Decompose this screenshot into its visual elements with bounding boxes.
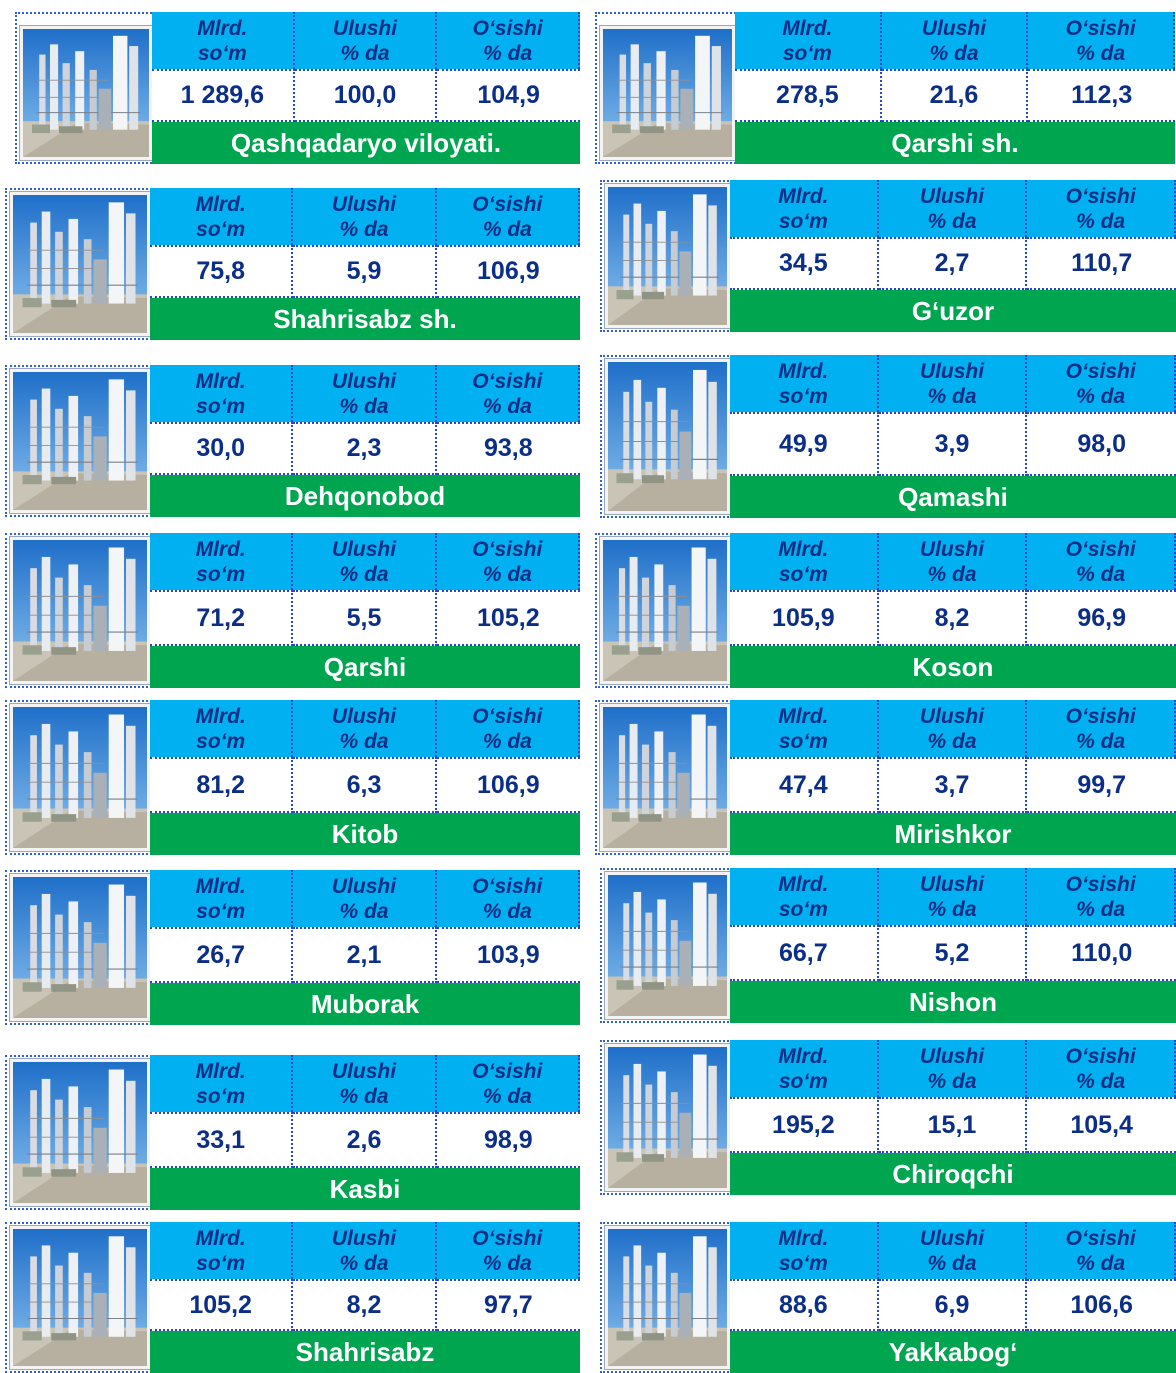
header-mlrd-line: Mlrd. [778,359,829,383]
stats-table [150,700,580,855]
stats-table [730,533,1176,688]
header-ulushi [879,1222,1028,1279]
value-ulushi: 8,2 [293,1279,436,1331]
header-mlrd [730,700,879,757]
header-ulushi-line: Ulushi [331,1059,397,1083]
value-osishi: 97,7 [437,1279,580,1331]
header-osishi-line: O‘sishi [1065,872,1136,896]
header-osishi [437,365,580,422]
header-osishi [1027,1222,1176,1279]
refinery-photo [10,1059,150,1206]
header-osishi [1027,1040,1176,1097]
refinery-photo [20,26,152,160]
region-card [5,1055,580,1210]
region-name: Mirishkor [730,813,1176,855]
header-mlrd-line: Mlrd. [195,369,246,393]
region-card [600,180,1176,332]
region-card [5,1222,580,1373]
value-mlrd: 71,2 [150,590,293,646]
value-ulushi: 5,9 [293,245,436,298]
region-card [600,355,1176,518]
region-name: Dehqonobod [150,475,580,517]
value-osishi: 110,7 [1027,237,1176,290]
header-ulushi-line: % da [927,729,977,753]
region-card [5,870,580,1025]
region-card [600,1040,1176,1195]
region-card [600,1222,1176,1373]
value-ulushi: 100,0 [295,69,438,122]
header-ulushi-line: % da [339,899,389,923]
region-card [595,700,1176,855]
header-osishi [1027,533,1176,590]
header-mlrd-line: so‘m [196,1251,246,1275]
region-card [15,12,580,164]
value-ulushi: 2,1 [293,927,436,983]
value-mlrd: 1 289,6 [152,69,295,122]
refinery-photo [605,184,730,328]
header-osishi-line: % da [1076,897,1126,921]
header-mlrd-line: Mlrd. [195,192,246,216]
header-ulushi-line: Ulushi [919,359,985,383]
value-osishi: 105,2 [437,590,580,646]
value-ulushi: 2,3 [293,422,436,475]
header-mlrd [152,12,295,69]
stats-table [730,868,1176,1023]
stats-table [730,1040,1176,1195]
header-osishi [1027,180,1176,237]
header-mlrd [150,188,293,245]
header-mlrd-line: Mlrd. [195,874,246,898]
header-ulushi-line: Ulushi [919,184,985,208]
region-card [600,868,1176,1023]
header-ulushi [293,1222,436,1279]
header-mlrd-line: so‘m [197,41,247,65]
header-ulushi [879,868,1028,925]
value-ulushi: 21,6 [882,69,1029,122]
header-mlrd [730,1040,879,1097]
header-ulushi [293,870,436,927]
header-osishi [437,533,580,590]
header-ulushi-line: Ulushi [919,1044,985,1068]
header-mlrd [730,868,879,925]
refinery-photo [10,369,150,513]
value-osishi: 98,9 [437,1112,580,1168]
value-mlrd: 66,7 [730,925,879,981]
value-mlrd: 195,2 [730,1097,879,1153]
header-mlrd [150,870,293,927]
region-name: Qamashi [730,476,1176,518]
refinery-photo [10,874,150,1021]
header-osishi-line: O‘sishi [1065,359,1136,383]
header-osishi-line: % da [482,1251,532,1275]
value-osishi: 93,8 [437,422,580,475]
stats-table [730,355,1176,518]
value-ulushi: 6,3 [293,757,436,813]
stats-table [730,700,1176,855]
value-osishi: 99,7 [1027,757,1176,813]
header-osishi-line: % da [1076,1251,1126,1275]
value-mlrd: 88,6 [730,1279,879,1331]
header-mlrd [150,533,293,590]
header-ulushi-line: % da [927,897,977,921]
stats-table [150,365,580,517]
header-osishi-line: O‘sishi [472,874,543,898]
header-mlrd [150,1055,293,1112]
header-ulushi [879,1040,1028,1097]
header-mlrd-line: Mlrd. [778,537,829,561]
header-osishi-line: O‘sishi [1065,1226,1136,1250]
header-mlrd-line: so‘m [778,562,828,586]
header-mlrd-line: Mlrd. [195,704,246,728]
header-mlrd-line: so‘m [196,899,246,923]
header-mlrd-line: so‘m [196,394,246,418]
header-ulushi-line: Ulushi [921,16,987,40]
stats-table [150,188,580,340]
header-osishi-line: O‘sishi [472,16,543,40]
region-name: Kitob [150,813,580,855]
value-ulushi: 5,2 [879,925,1028,981]
header-mlrd-line: Mlrd. [778,872,829,896]
header-mlrd [150,1222,293,1279]
refinery-photo [10,537,150,684]
header-osishi [1028,12,1175,69]
header-osishi-line: O‘sishi [472,704,543,728]
stats-table [730,1222,1176,1373]
header-osishi [437,12,580,69]
region-name: Yakkabog‘ [730,1331,1176,1373]
refinery-photo [600,537,730,684]
region-card [595,533,1176,688]
header-mlrd-line: so‘m [782,41,832,65]
header-osishi-line: % da [482,217,532,241]
stats-table [150,1222,580,1373]
header-osishi [1027,355,1176,412]
refinery-photo [605,872,730,1019]
header-mlrd [730,355,879,412]
header-mlrd [150,700,293,757]
value-ulushi: 2,6 [293,1112,436,1168]
header-mlrd-line: so‘m [778,897,828,921]
value-mlrd: 105,2 [150,1279,293,1331]
region-name: Chiroqchi [730,1153,1176,1195]
stats-table [152,12,580,164]
refinery-photo [605,359,730,514]
stats-table [730,180,1176,332]
header-mlrd-line: so‘m [196,729,246,753]
header-osishi-line: O‘sishi [1065,184,1136,208]
header-ulushi-line: % da [929,41,979,65]
header-mlrd-line: Mlrd. [778,1044,829,1068]
header-ulushi [293,533,436,590]
stats-table [150,533,580,688]
header-mlrd [150,365,293,422]
header-osishi-line: O‘sishi [472,369,543,393]
header-osishi [1027,868,1176,925]
header-ulushi-line: Ulushi [331,192,397,216]
header-osishi-line: O‘sishi [472,537,543,561]
refinery-photo [600,26,735,160]
stats-table [150,1055,580,1210]
header-mlrd [730,180,879,237]
header-ulushi-line: % da [339,394,389,418]
header-osishi-line: % da [482,899,532,923]
refinery-photo [605,1226,730,1369]
value-mlrd: 81,2 [150,757,293,813]
header-ulushi [879,180,1028,237]
header-mlrd-line: so‘m [196,1084,246,1108]
header-mlrd-line: Mlrd. [195,537,246,561]
header-osishi-line: % da [1076,562,1126,586]
refinery-photo [10,704,150,851]
header-osishi-line: O‘sishi [472,1059,543,1083]
region-name: Nishon [730,981,1176,1023]
header-osishi [437,188,580,245]
header-ulushi-line: % da [339,1084,389,1108]
header-osishi [1027,700,1176,757]
header-mlrd-line: Mlrd. [778,704,829,728]
header-mlrd-line: so‘m [778,1069,828,1093]
region-name: Muborak [150,983,580,1025]
header-osishi-line: % da [482,562,532,586]
header-ulushi-line: % da [339,217,389,241]
header-mlrd-line: Mlrd. [778,1226,829,1250]
header-mlrd-line: so‘m [196,562,246,586]
header-ulushi-line: % da [340,41,390,65]
value-ulushi: 6,9 [879,1279,1028,1331]
header-mlrd-line: Mlrd. [778,184,829,208]
header-osishi [437,1222,580,1279]
header-mlrd-line: Mlrd. [195,1226,246,1250]
header-osishi-line: % da [1076,41,1126,65]
region-name: Shahrisabz [150,1331,580,1373]
header-mlrd [730,533,879,590]
header-ulushi-line: Ulushi [331,369,397,393]
header-ulushi-line: % da [339,729,389,753]
header-osishi-line: % da [1076,209,1126,233]
header-osishi-line: % da [483,41,533,65]
header-osishi-line: O‘sishi [1065,537,1136,561]
region-name: Qarshi sh. [735,122,1175,164]
header-mlrd-line: Mlrd. [197,16,248,40]
value-osishi: 112,3 [1028,69,1175,122]
header-ulushi-line: % da [339,562,389,586]
value-osishi: 103,9 [437,927,580,983]
header-osishi [437,1055,580,1112]
region-card [5,533,580,688]
refinery-photo [10,192,150,336]
header-ulushi [879,533,1028,590]
header-ulushi [295,12,438,69]
value-osishi: 106,9 [437,757,580,813]
refinery-photo [10,1226,150,1369]
value-mlrd: 34,5 [730,237,879,290]
header-ulushi-line: Ulushi [919,537,985,561]
header-mlrd [730,1222,879,1279]
header-ulushi-line: Ulushi [331,874,397,898]
header-osishi-line: O‘sishi [1065,704,1136,728]
header-ulushi [293,365,436,422]
value-mlrd: 75,8 [150,245,293,298]
value-osishi: 104,9 [437,69,580,122]
header-ulushi-line: % da [927,1069,977,1093]
value-mlrd: 30,0 [150,422,293,475]
value-mlrd: 26,7 [150,927,293,983]
header-osishi-line: O‘sishi [1065,16,1136,40]
value-osishi: 110,0 [1027,925,1176,981]
stats-table [150,870,580,1025]
header-ulushi-line: Ulushi [331,704,397,728]
header-ulushi-line: % da [927,562,977,586]
header-ulushi [293,1055,436,1112]
region-card [5,188,580,340]
value-osishi: 106,6 [1027,1279,1176,1331]
value-ulushi: 3,9 [879,412,1028,476]
value-mlrd: 33,1 [150,1112,293,1168]
refinery-photo [605,1044,730,1191]
stats-table [735,12,1175,164]
header-osishi-line: % da [482,394,532,418]
header-ulushi-line: Ulushi [919,872,985,896]
value-osishi: 105,4 [1027,1097,1176,1153]
header-ulushi [882,12,1029,69]
header-osishi-line: % da [1076,1069,1126,1093]
region-name: G‘uzor [730,290,1176,332]
header-osishi-line: O‘sishi [472,1226,543,1250]
value-mlrd: 105,9 [730,590,879,646]
value-mlrd: 47,4 [730,757,879,813]
header-ulushi [293,188,436,245]
region-name: Kasbi [150,1168,580,1210]
header-ulushi-line: Ulushi [919,1226,985,1250]
header-ulushi-line: % da [927,1251,977,1275]
header-mlrd-line: so‘m [778,729,828,753]
value-ulushi: 15,1 [879,1097,1028,1153]
value-mlrd: 278,5 [735,69,882,122]
value-ulushi: 3,7 [879,757,1028,813]
header-mlrd-line: Mlrd. [782,16,833,40]
header-ulushi [293,700,436,757]
header-mlrd-line: so‘m [778,1251,828,1275]
header-ulushi [879,355,1028,412]
header-osishi-line: % da [482,1084,532,1108]
header-osishi-line: % da [1076,729,1126,753]
header-mlrd-line: so‘m [778,384,828,408]
region-card [595,12,1175,164]
header-ulushi-line: % da [927,209,977,233]
region-name: Shahrisabz sh. [150,298,580,340]
header-ulushi-line: Ulushi [331,1226,397,1250]
value-ulushi: 5,5 [293,590,436,646]
region-card [5,365,580,517]
header-mlrd-line: Mlrd. [195,1059,246,1083]
header-osishi [437,870,580,927]
refinery-photo [600,704,730,851]
value-osishi: 106,9 [437,245,580,298]
header-osishi-line: O‘sishi [1065,1044,1136,1068]
header-ulushi-line: % da [927,384,977,408]
value-ulushi: 2,7 [879,237,1028,290]
region-name: Qarshi [150,646,580,688]
value-ulushi: 8,2 [879,590,1028,646]
header-osishi-line: % da [1076,384,1126,408]
value-mlrd: 49,9 [730,412,879,476]
header-mlrd [735,12,882,69]
header-ulushi-line: Ulushi [331,537,397,561]
header-osishi-line: % da [482,729,532,753]
header-ulushi-line: Ulushi [332,16,398,40]
value-osishi: 98,0 [1027,412,1176,476]
header-ulushi-line: % da [339,1251,389,1275]
header-osishi-line: O‘sishi [472,192,543,216]
value-osishi: 96,9 [1027,590,1176,646]
region-name: Qashqadaryo viloyati. [152,122,580,164]
header-osishi [437,700,580,757]
region-card [5,700,580,855]
region-name: Koson [730,646,1176,688]
header-ulushi [879,700,1028,757]
header-mlrd-line: so‘m [196,217,246,241]
header-ulushi-line: Ulushi [919,704,985,728]
header-mlrd-line: so‘m [778,209,828,233]
